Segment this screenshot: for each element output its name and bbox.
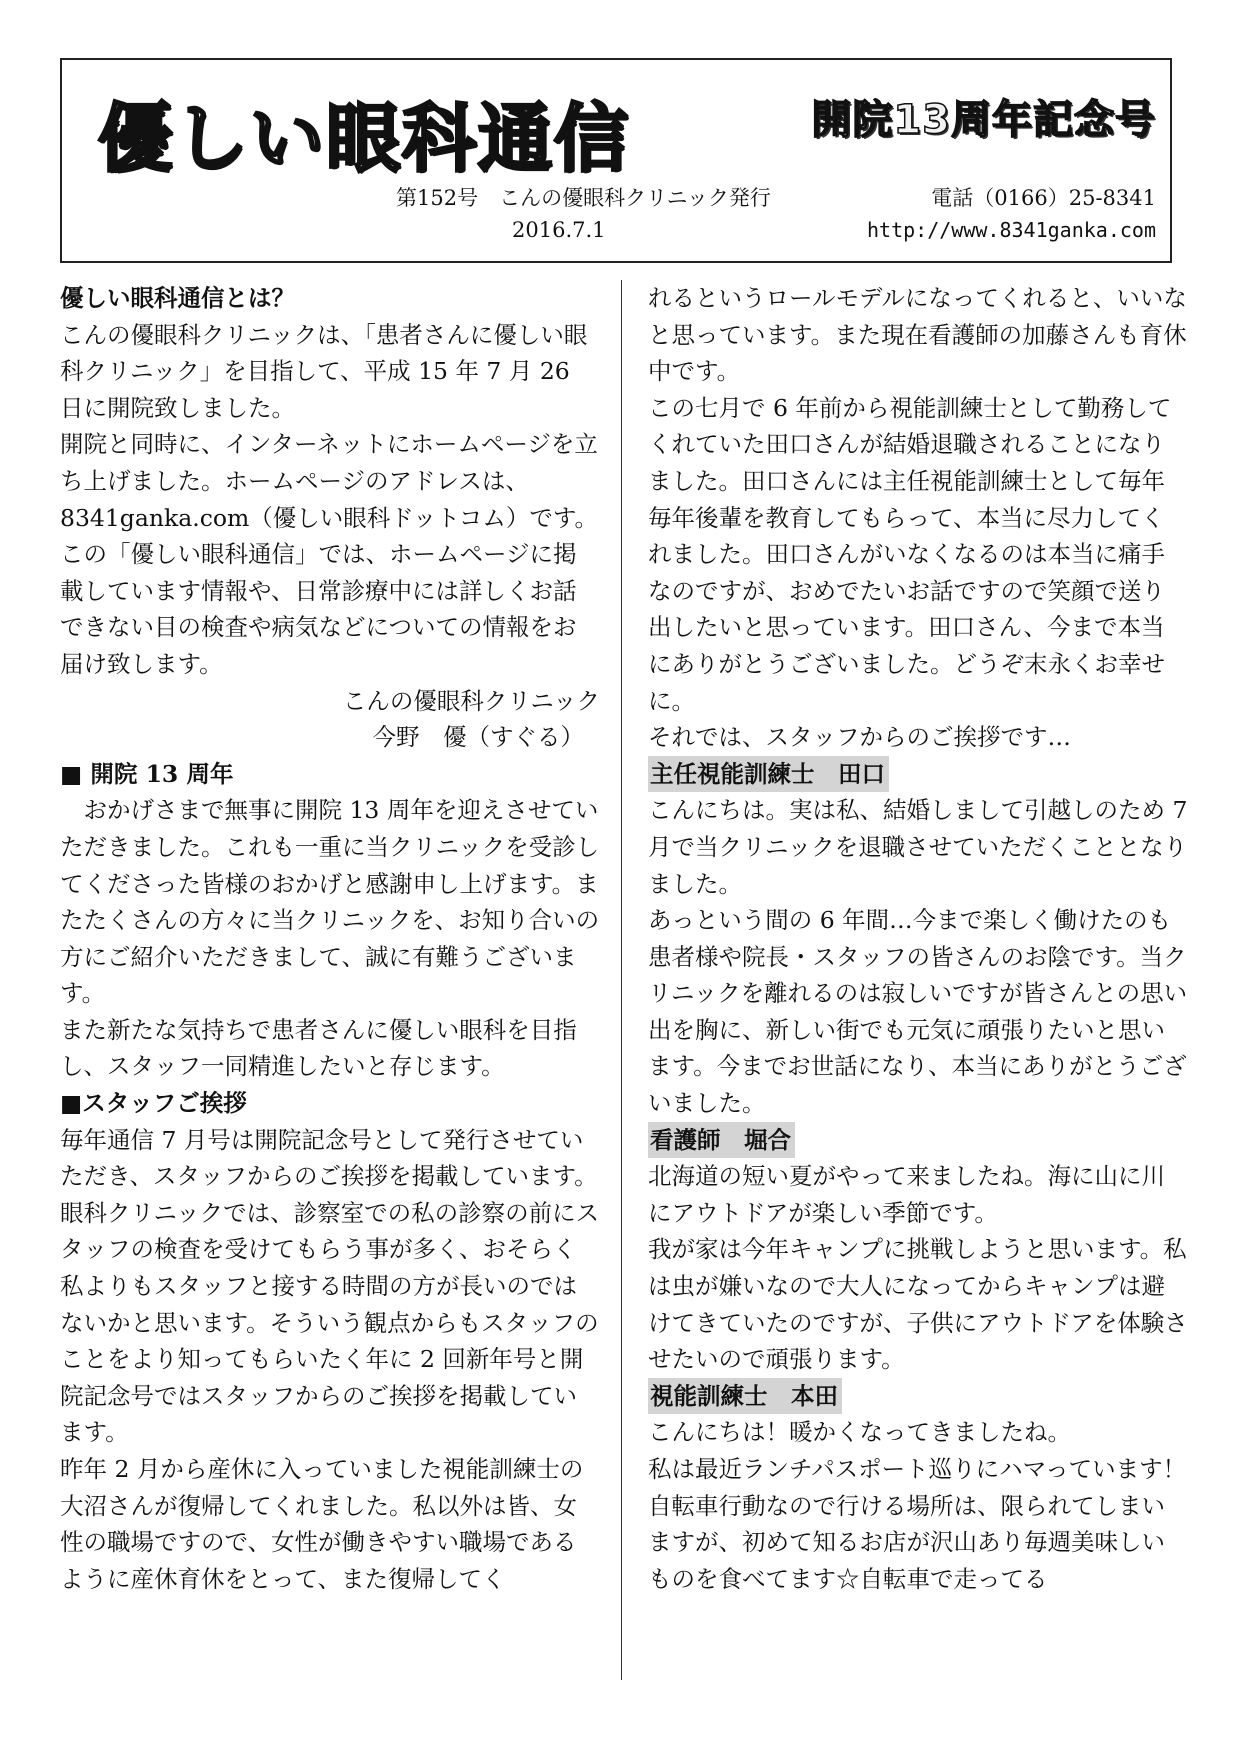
intro-paragraph-3: この「優しい眼科通信」では、ホームページに掲載しています情報や、日常診療中には詳しくお話できない目の検査や病気などについての情報をお届け致します。 [60,540,577,678]
anniversary-title: 開院13周年記念号 [811,97,1156,143]
masthead [60,58,1172,263]
anniversary-paragraph-2: また新たな気持ちで患者さんに優しい眼科を目指し、スタッフ一同精進したいと存じます。 [60,1015,577,1081]
left-column [60,280,600,1597]
anniversary-paragraph-1: おかげさまで無事に開院 13 周年を迎えさせていただきました。これも一重に当クリニックを受診してくださった皆様のおかげと感謝申し上げます。またたくさんの方々に当クリニックを、お知り合いの方にご紹介いただきまして、誠に有難うございます。 [60,796,600,1008]
right-column [648,280,1188,1597]
newsletter-title: 優しい眼科通信 [98,96,630,182]
honda-paragraph-2: 私は最近ランチパスポート巡りにハマっています！自転車行動なので行ける場所は、限られてしまいますが、初めて知るお店が沢山あり毎週美味しいものを食べてます☆自転車で走ってる [648,1455,1187,1593]
issue-line: 第152号 こんの優眼科クリニック発行 [396,186,771,210]
signature-clinic: こんの優眼科クリニック [342,686,600,715]
staff-label-taguchi: 主任視能訓練士 田口 [648,756,889,793]
staff-label-honda: 視能訓練士 本田 [648,1378,842,1415]
horiai-paragraph-2: 我が家は今年キャンプに挑戦しようと思います。私は虫が嫌いなので大人になってからキャンプは避けてきていたのですが、子供にアウトドアを体験させたいので頑張ります。 [648,1235,1188,1374]
intro-paragraph-2: 開院と同時に、インターネットにホームページを立ち上げました。ホームページのアドレスは、8341ganka.com（優しい眼科ドットコム）です。 [60,430,599,532]
staff-paragraph-2: 昨年 2 月から産休に入っていました視能訓練士の大沼さんが復帰してくれました。私以外は皆、女性の職場ですので、女性が働きやすい職場であるように産休育休をとって、また復帰してく [60,1455,584,1593]
continued-paragraph-3: それでは、スタッフからのご挨拶です… [648,723,1071,752]
phone-number: 電話（0166）25-8341 [931,186,1156,210]
continued-paragraph-2: この七月で 6 年前から視能訓練士として勤務してくれていた田口さんが結婚退職されることになりました。田口さんには主任視能訓練士として毎年毎年後輩を教育してもらって、本当に尽力してくれました。田口さんがいなくなるのは本当に痛手なのですが、おめでたいお話ですので笑顔で送り出したいと思っています。田口さん、今まで本当にありがとうございました。どうぞ末永くお幸せに。 [648,393,1172,715]
issue-date: 2016.7.1 [512,218,606,242]
honda-paragraph-1: こんにちは！暖かくなってきましたね。 [648,1418,1071,1447]
website-url[interactable]: http://www.8341ganka.com [867,218,1156,242]
horiai-paragraph-1: 北海道の短い夏がやって来ましたね。海に山に川にアウトドアが楽しい季節です。 [648,1162,1165,1227]
continued-paragraph-1: れるというロールモデルになってくれると、いいなと思っています。また現在看護師の加藤さんも育休中です。 [648,284,1187,386]
staff-paragraph-1: 毎年通信 7 月号は開院記念号として発行させていただき、スタッフからのご挨拶を掲載しています。眼科クリニックでは、診察室での私の診察の前にスタッフの検査を受けてもらう事が多く、おそらく私よりもスタッフと接する時間の方が長いのではないかと思います。そういう観点からもスタッフのことをより知ってもらいたく年に 2 回新年号と開院記念号ではスタッフからのご挨拶を掲載しています。 [60,1125,600,1447]
section-heading-anniversary: ■ 開院 13 周年 [60,759,234,788]
taguchi-paragraph-1: こんにちは。実は私、結婚しまして引越しのため 7 月で当クリニックを退職させていただくこととなりました。 [648,796,1188,898]
intro-paragraph-1: こんの優眼科クリニックは、「患者さんに優しい眼科クリニック」を目指して、平成 15 年 7 月 26 日に開院致しました。 [60,320,588,422]
intro-heading: 優しい眼科通信とは？ [60,284,295,312]
column-divider [621,280,622,1680]
section-heading-staff: ■スタッフご挨拶 [60,1089,247,1118]
signature-name: 今野 優（すぐる） [372,723,584,752]
taguchi-paragraph-2: あっという間の 6 年間…今まで楽しく働けたのも患者様や院長・スタッフの皆さんのお陰です。当クリニックを離れるのは寂しいですが皆さんとの思い出を胸に、新しい街でも元気に頑張りたいと思います。今までお世話になり、本当にありがとうございました。 [648,906,1188,1118]
staff-label-horiai: 看護師 堀合 [648,1122,795,1159]
